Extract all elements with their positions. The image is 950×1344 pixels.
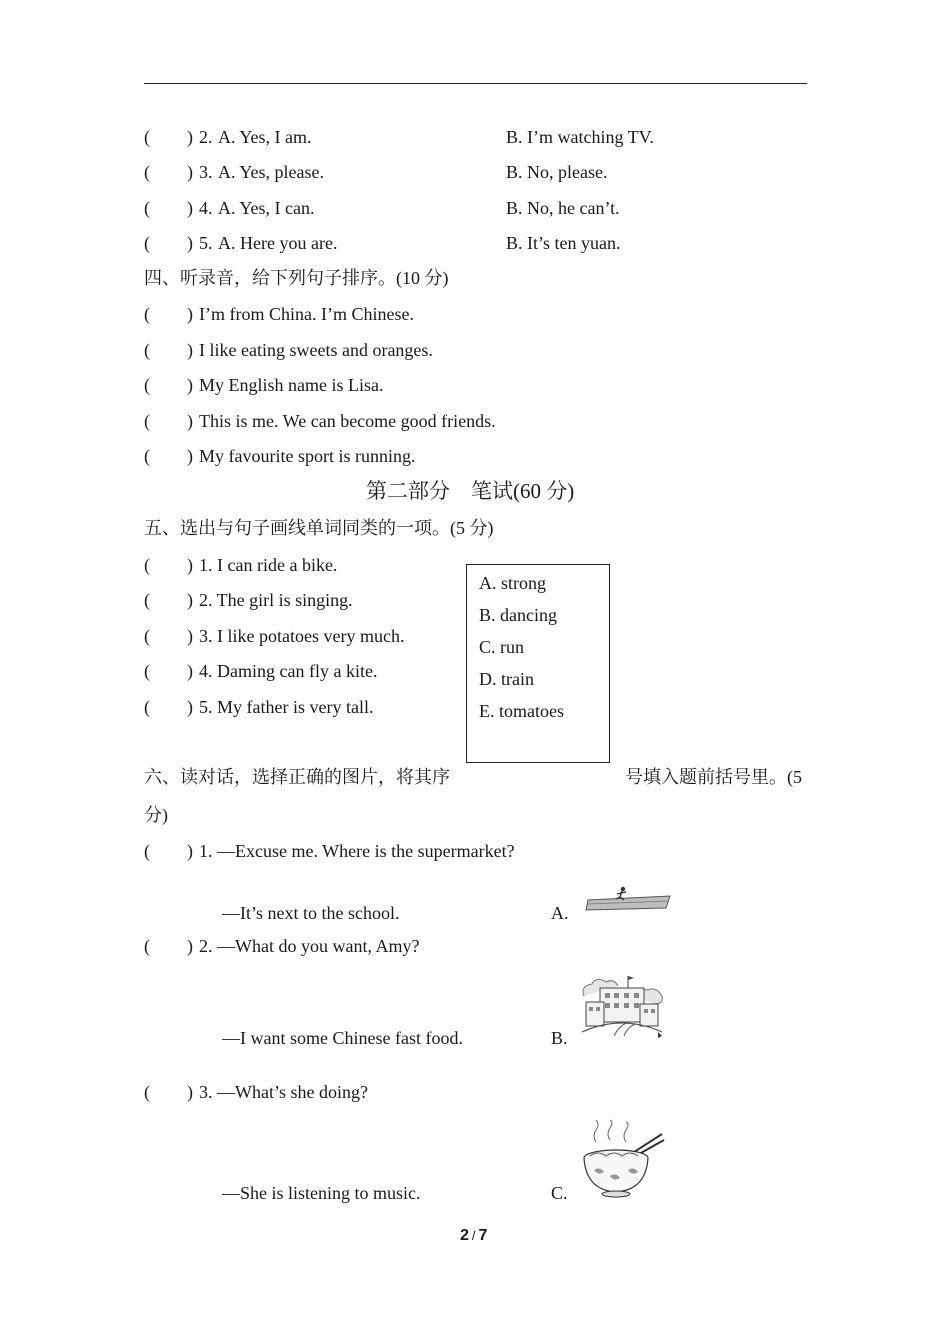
option-a: A. Yes, I can. — [218, 198, 315, 218]
header-rule — [144, 83, 807, 84]
answer-bracket-close: ) — [187, 697, 193, 717]
sentence: My English name is Lisa. — [199, 375, 384, 395]
dialogue-answer: —I want some Chinese fast food. — [222, 1028, 463, 1048]
answer-bracket-open: ( — [144, 198, 150, 218]
answer-bracket-open: ( — [144, 555, 150, 575]
answer-bracket-open: ( — [144, 127, 150, 147]
answer-bracket-close: ) — [187, 198, 193, 218]
sentence: My favourite sport is running. — [199, 446, 416, 466]
sentence: 3. I like potatoes very much. — [199, 626, 405, 646]
sentence: 4. Daming can fly a kite. — [199, 661, 378, 681]
question-number: 3. — [199, 162, 213, 182]
answer-bracket-close: ) — [187, 304, 193, 324]
sentence: 1. I can ride a bike. — [199, 555, 338, 575]
answer-bracket-open: ( — [144, 590, 150, 610]
option-b: B. No, he can’t. — [506, 198, 620, 218]
option-a: A. Yes, please. — [218, 162, 324, 182]
answer-bracket-open: ( — [144, 936, 150, 956]
option-a: A. Here you are. — [218, 233, 338, 253]
page-current: 2 — [460, 1227, 469, 1244]
section5-heading: 五、选出与句子画线单词同类的一项。(5 分) — [144, 518, 494, 538]
option: D. train — [479, 669, 534, 689]
answer-bracket-close: ) — [187, 162, 193, 182]
dialogue-question: 2. —What do you want, Amy? — [199, 936, 420, 956]
school-building-icon — [578, 974, 664, 1040]
dialogue-question: 1. —Excuse me. Where is the supermarket? — [199, 841, 515, 861]
answer-bracket-close: ) — [187, 233, 193, 253]
answer-bracket-close: ) — [187, 446, 193, 466]
sentence: This is me. We can become good friends. — [199, 411, 496, 431]
picture-label: A. — [551, 903, 569, 923]
answer-bracket-close: ) — [187, 411, 193, 431]
answer-bracket-close: ) — [187, 841, 193, 861]
picture-label: B. — [551, 1028, 568, 1048]
runner-icon — [586, 886, 670, 912]
answer-bracket-open: ( — [144, 304, 150, 324]
question-number: 5. — [199, 233, 213, 253]
sentence: 5. My father is very tall. — [199, 697, 374, 717]
answer-bracket-close: ) — [187, 590, 193, 610]
page-total: 7 — [478, 1227, 488, 1244]
question-number: 2. — [199, 127, 213, 147]
dialogue-answer: —It’s next to the school. — [222, 903, 400, 923]
page-number — [460, 1228, 487, 1244]
answer-bracket-open: ( — [144, 375, 150, 395]
option-b: B. I’m watching TV. — [506, 127, 654, 147]
dialogue-answer: —She is listening to music. — [222, 1183, 421, 1203]
section6-heading-right: 号填入题前括号里。(5 — [625, 767, 802, 787]
answer-bracket-close: ) — [187, 375, 193, 395]
option: E. tomatoes — [479, 701, 564, 721]
answer-bracket-close: ) — [187, 127, 193, 147]
answer-bracket-open: ( — [144, 697, 150, 717]
page-separator: / — [471, 1228, 476, 1243]
option: A. strong — [479, 573, 546, 593]
sentence: I’m from China. I’m Chinese. — [199, 304, 414, 324]
answer-bracket-open: ( — [144, 661, 150, 681]
answer-bracket-open: ( — [144, 841, 150, 861]
answer-bracket-close: ) — [187, 661, 193, 681]
option-b: B. It’s ten yuan. — [506, 233, 621, 253]
noodle-bowl-icon — [580, 1120, 666, 1202]
answer-bracket-close: ) — [187, 936, 193, 956]
section6-heading-tail: 分) — [144, 805, 168, 825]
option-a: A. Yes, I am. — [218, 127, 312, 147]
answer-bracket-open: ( — [144, 446, 150, 466]
part-title: 第二部分 笔试(60 分) — [366, 479, 575, 503]
section4-heading: 四、听录音，给下列句子排序。(10 分) — [144, 268, 449, 288]
section6-heading-left: 六、读对话，选择正确的图片，将其序 — [144, 767, 450, 787]
option: C. run — [479, 637, 524, 657]
answer-bracket-close: ) — [187, 626, 193, 646]
answer-bracket-open: ( — [144, 340, 150, 360]
sentence: 2. The girl is singing. — [199, 590, 353, 610]
answer-bracket-open: ( — [144, 162, 150, 182]
answer-bracket-open: ( — [144, 626, 150, 646]
options-box — [466, 564, 610, 763]
dialogue-question: 3. —What’s she doing? — [199, 1082, 368, 1102]
option: B. dancing — [479, 605, 557, 625]
sentence: I like eating sweets and oranges. — [199, 340, 433, 360]
answer-bracket-close: ) — [187, 1082, 193, 1102]
answer-bracket-close: ) — [187, 340, 193, 360]
option-b: B. No, please. — [506, 162, 608, 182]
answer-bracket-open: ( — [144, 233, 150, 253]
answer-bracket-close: ) — [187, 555, 193, 575]
question-number: 4. — [199, 198, 213, 218]
answer-bracket-open: ( — [144, 1082, 150, 1102]
answer-bracket-open: ( — [144, 411, 150, 431]
picture-label: C. — [551, 1183, 568, 1203]
